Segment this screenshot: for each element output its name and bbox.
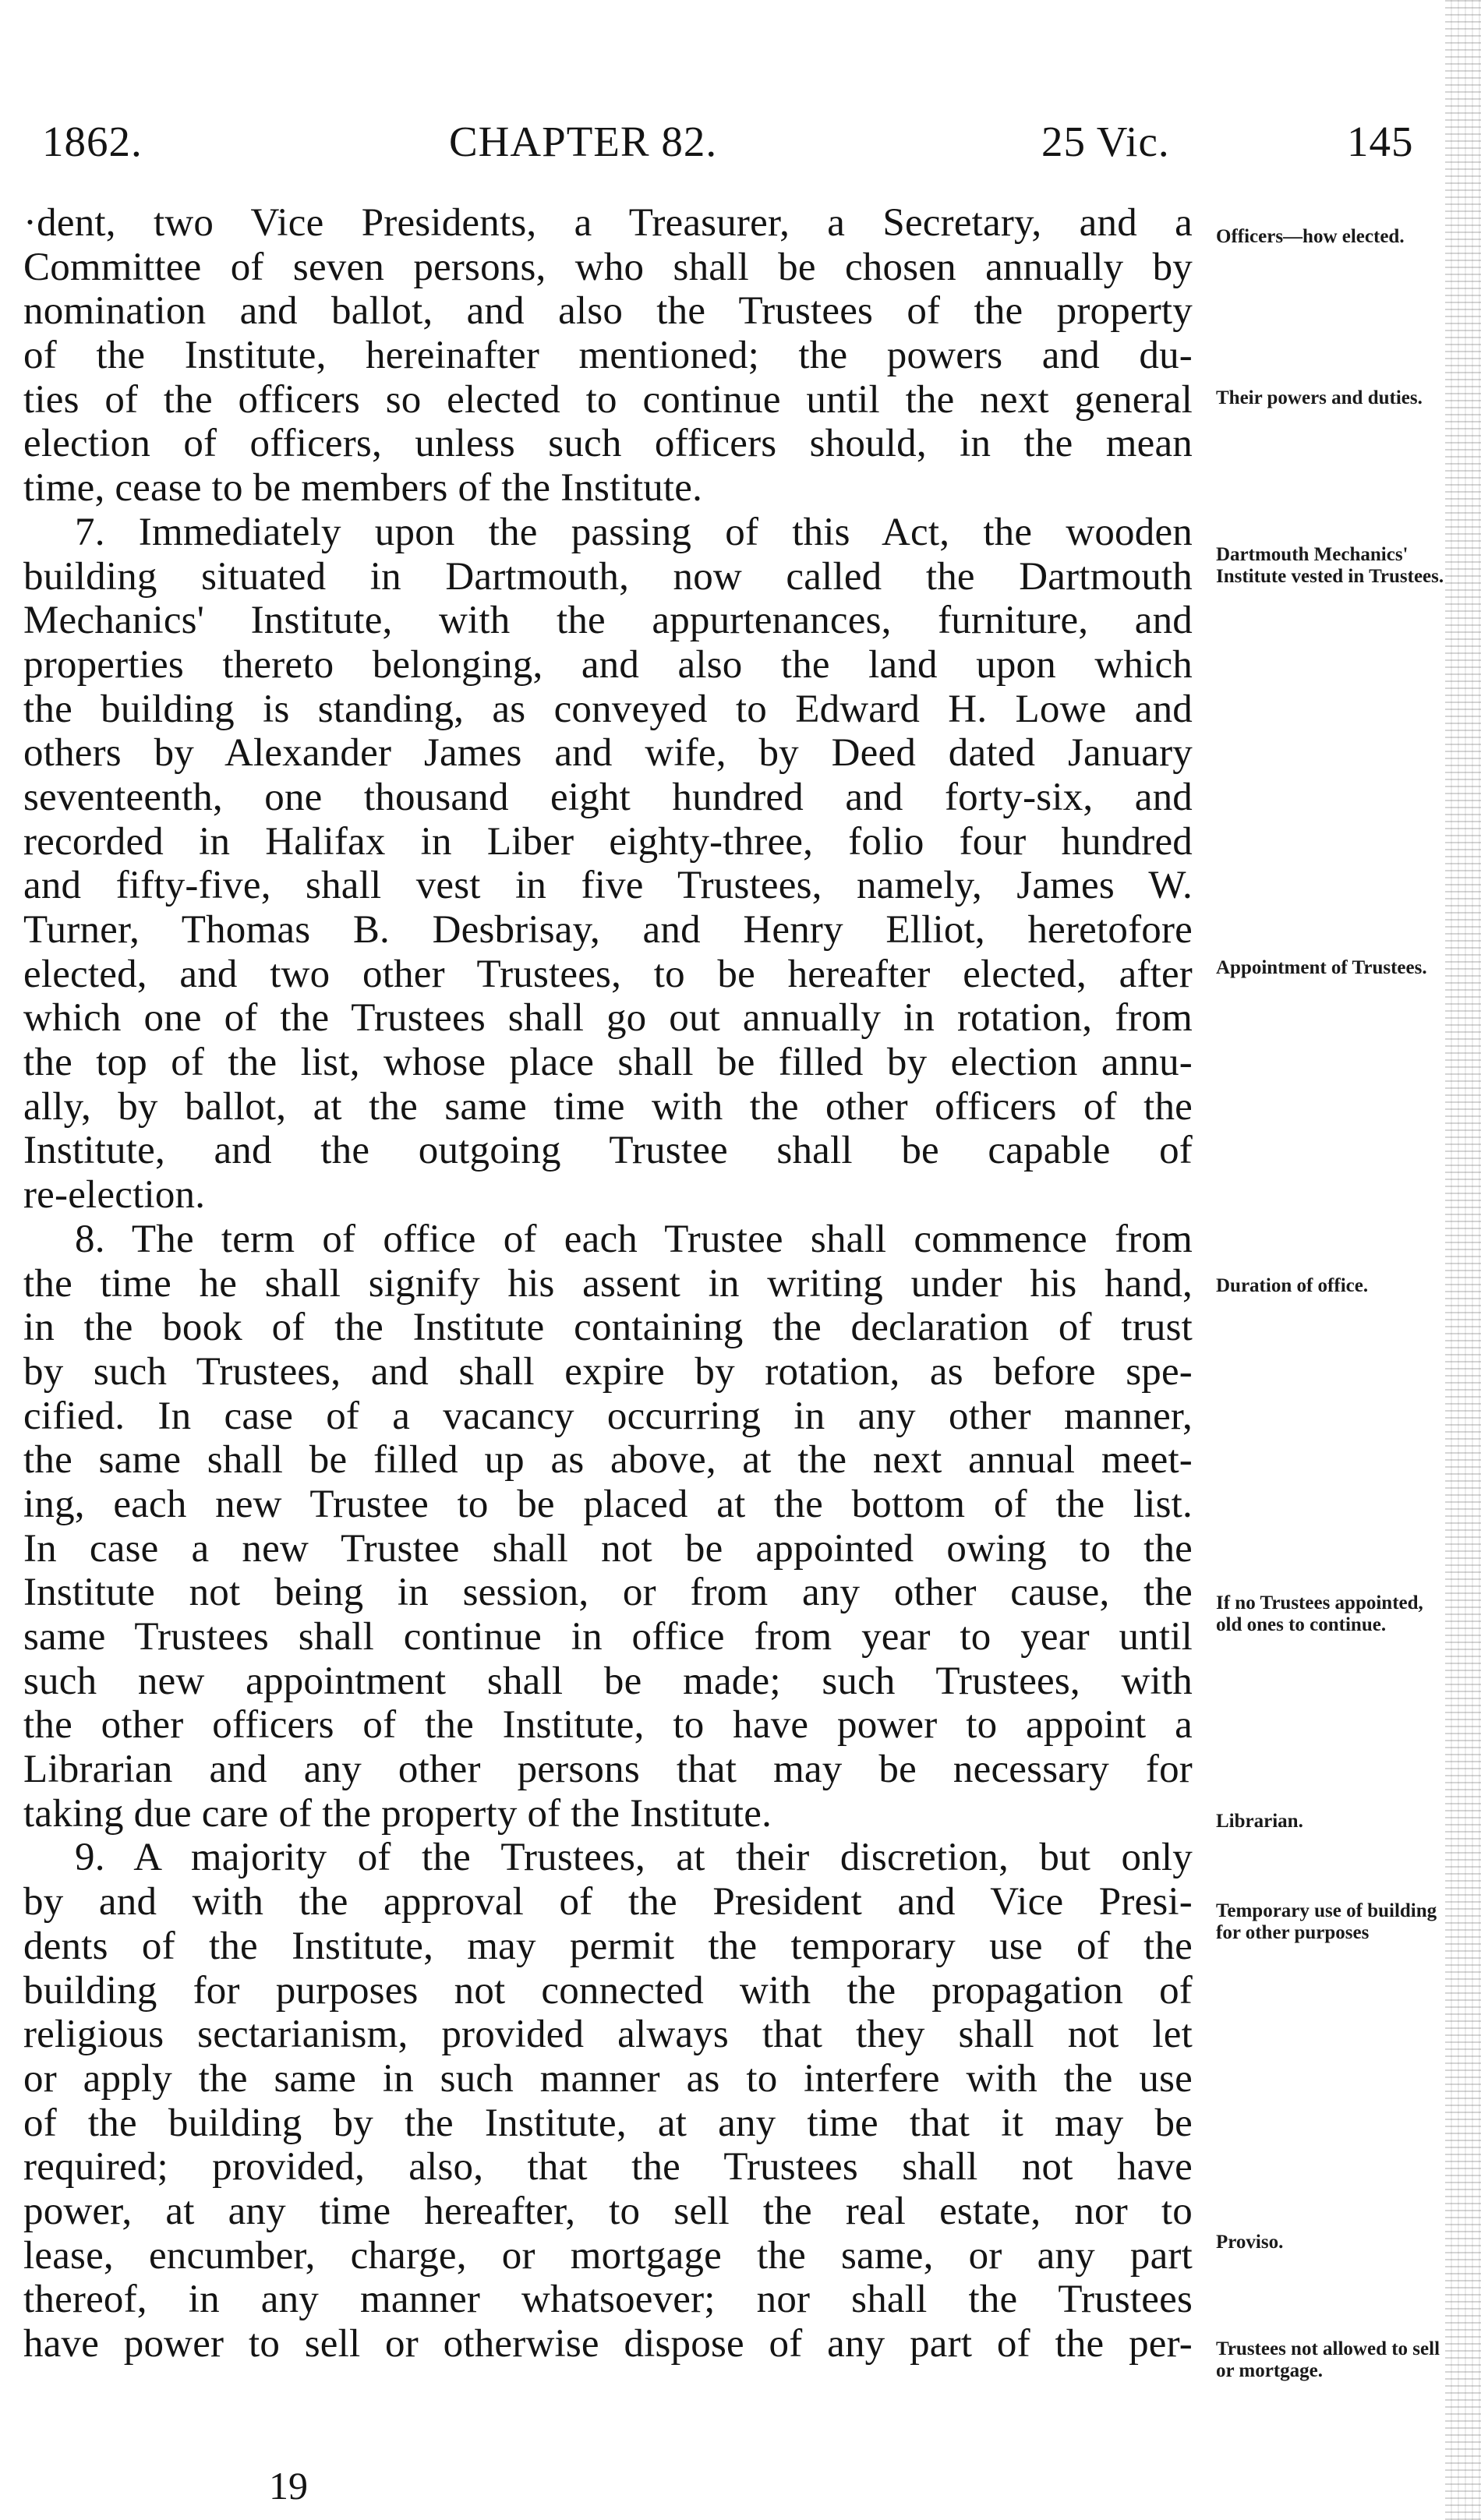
text-line: which one of the Trustees shall go out annually in rotation, from (23, 996, 1193, 1041)
text-line: same Trustees shall continue in office from year to year until (23, 1615, 1193, 1659)
text-line: religious sectarianism, provided always that they shall not let (23, 2013, 1193, 2057)
text-line: In case a new Trustee shall not be appointed owing to the (23, 1526, 1193, 1571)
text-line: have power to sell or otherwise dispose of any part of the per- (23, 2322, 1193, 2366)
scanner-edge-artifact (1445, 0, 1481, 2520)
section-8-start: 8. The term of office of each Trustee shall commence from (75, 1217, 1193, 1261)
margin-note-appointment-trustees: Appointment of Trustees. (1216, 957, 1427, 978)
margin-note-institute-vested: Dartmouth Mechanics' Institute vested in Trustees. (1216, 544, 1444, 587)
text-line: recorded in Halifax in Liber eighty-three, folio four hundred (23, 819, 1193, 864)
text-line: in the book of the Institute containing the declaration of trust (23, 1306, 1193, 1350)
text-line: by such Trustees, and shall expire by rotation, as before spe- (23, 1349, 1193, 1394)
section-7-start: 7. Immediately upon the passing of this Act, the wooden (75, 510, 1193, 554)
text-line: by and with the approval of the President and Vice Presi- (23, 1880, 1193, 1924)
text-line: the top of the list, whose place shall be filled by election annu- (23, 1041, 1193, 1085)
text-line: election of officers, unless such officers should, in the mean (23, 422, 1193, 466)
text-line: the other officers of the Institute, to have power to appoint a (23, 1703, 1193, 1748)
text-line: such new appointment shall be made; such Trustees, with (23, 1659, 1193, 1703)
text-line: seventeenth, one thousand eight hundred and forty-six, and (23, 775, 1193, 819)
text-line: and fifty-five, shall vest in five Trustees, namely, James W. (23, 864, 1193, 908)
margin-note-powers-duties: Their powers and duties. (1216, 387, 1423, 408)
text-line: the same shall be filled up as above, at the next annual meet- (23, 1438, 1193, 1483)
text-line: of the building by the Institute, at any time that it may be (23, 2101, 1193, 2145)
text-line: of the Institute, hereinafter mentioned; the powers and du- (23, 334, 1193, 378)
text-line: ·dent, two Vice Presidents, a Treasurer, a Secretary, and a (23, 201, 1193, 245)
text-line: the building is standing, as conveyed to Edward H. Lowe and (23, 687, 1193, 731)
margin-note-trustees-not-sell: Trustees not allowed to sell or mortgage. (1216, 2338, 1440, 2381)
text-line: properties thereto belonging, and also the land upon which (23, 642, 1193, 687)
text-line: or apply the same in such manner as to interfere with the use (23, 2056, 1193, 2101)
text-line: re-election. (23, 1173, 206, 1218)
margin-note-duration-office: Duration of office. (1216, 1275, 1369, 1296)
header-year: 1862. (42, 118, 143, 165)
text-line: the time he shall signify his assent in writing under his hand, (23, 1261, 1193, 1306)
margin-note-proviso: Proviso. (1216, 2232, 1284, 2253)
margin-note-librarian: Librarian. (1216, 1811, 1303, 1832)
header-regnal-year: 25 Vic. (1041, 118, 1170, 165)
running-header (36, 117, 1423, 179)
header-chapter: CHAPTER 82. (449, 118, 718, 165)
text-line: others by Alexander James and wife, by Deed dated January (23, 731, 1193, 776)
statute-body-text (23, 201, 1193, 2366)
text-line: Committee of seven persons, who shall be chosen annually by (23, 245, 1193, 289)
text-line: cified. In case of a vacancy occurring in any other manner, (23, 1394, 1193, 1438)
text-line: ing, each new Trustee to be placed at the bottom of the list. (23, 1482, 1193, 1526)
text-line: lease, encumber, charge, or mortgage the same, or any part (23, 2233, 1193, 2278)
margin-note-no-trustees: If no Trustees appointed, old ones to continue. (1216, 1592, 1423, 1635)
text-line: Mechanics' Institute, with the appurtenances, furniture, and (23, 599, 1193, 643)
margin-note-temporary-use: Temporary use of building for other purposes (1216, 1900, 1437, 1943)
text-line: thereof, in any manner whatsoever; nor shall the Trustees (23, 2278, 1193, 2322)
header-page-number: 145 (1347, 118, 1414, 165)
text-line: dents of the Institute, may permit the temporary use of the (23, 1924, 1193, 1968)
text-line: taking due care of the property of the Institute. (23, 1791, 772, 1836)
printer-signature-mark: 19 (269, 2464, 308, 2508)
margin-notes (1216, 0, 1450, 2520)
text-line: Institute, and the outgoing Trustee shall be capable of (23, 1129, 1193, 1173)
text-line: building for purposes not connected with the propagation of (23, 1968, 1193, 2013)
section-9-start: 9. A majority of the Trustees, at their discretion, but only (75, 1836, 1193, 1880)
text-line: nomination and ballot, and also the Trustees of the property (23, 289, 1193, 334)
margin-note-officers-elected: Officers—how elected. (1216, 226, 1405, 247)
text-line: building situated in Dartmouth, now called the Dartmouth (23, 554, 1193, 599)
text-line: Librarian and any other persons that may be necessary for (23, 1748, 1193, 1792)
text-line: Institute not being in session, or from any other cause, the (23, 1571, 1193, 1615)
text-line: Turner, Thomas B. Desbrisay, and Henry Elliot, heretofore (23, 908, 1193, 952)
text-line: ties of the officers so elected to continue until the next general (23, 377, 1193, 422)
text-line: required; provided, also, that the Trustees shall not have (23, 2145, 1193, 2190)
text-line: ally, by ballot, at the same time with the other officers of the (23, 1084, 1193, 1129)
text-line: power, at any time hereafter, to sell the real estate, nor to (23, 2189, 1193, 2233)
text-line: time, cease to be members of the Institute. (23, 466, 703, 511)
text-line: elected, and two other Trustees, to be hereafter elected, after (23, 952, 1193, 996)
